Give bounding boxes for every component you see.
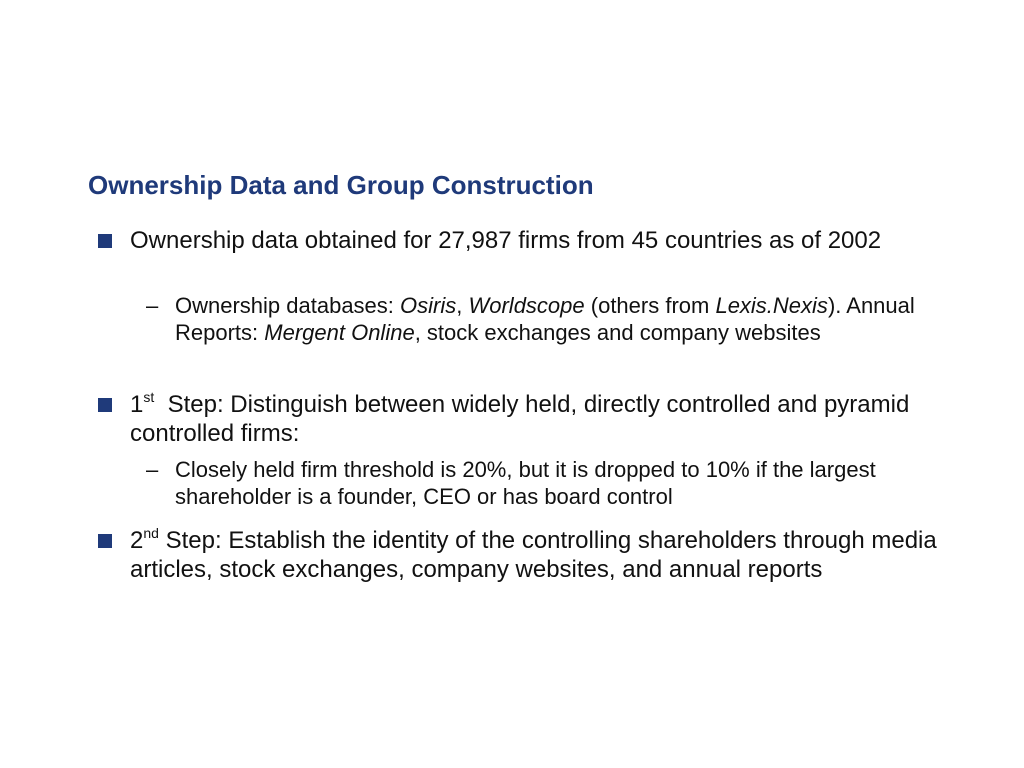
text-segment: Ownership databases: <box>175 293 401 318</box>
step-number: 1 <box>130 391 144 418</box>
sub-bullet-text: Closely held firm threshold is 20%, but it is dropped to 10% if the largest shareholder is a founder, CEO or has board control <box>175 457 876 509</box>
slide-title: Ownership Data and Group Construction <box>88 170 594 200</box>
text-segment: , stock exchanges and company websites <box>414 320 821 345</box>
source-worldscope: Worldscope <box>468 293 585 318</box>
ordinal-suffix: st <box>143 389 155 405</box>
sub-bullet-databases <box>146 292 936 346</box>
text-segment: (others from <box>584 293 716 318</box>
sub-bullet-threshold <box>146 456 936 510</box>
sub-bullet-text <box>175 292 936 346</box>
text-segment: , <box>456 293 469 318</box>
text-segment: ). Annual Reports: <box>175 293 915 345</box>
source-mergent: Mergent Online <box>264 320 415 345</box>
step-number: 2 <box>130 527 144 554</box>
text-segment: Step: Establish the identity of the controlling shareholders through media articles, stock exchanges, company websites, and annual reports <box>130 527 944 583</box>
bullet-text <box>130 526 948 584</box>
ordinal-suffix: nd <box>143 525 159 541</box>
source-osiris: Osiris <box>400 293 457 318</box>
square-bullet-icon <box>98 234 112 248</box>
text-segment: Step: Distinguish between widely held, directly controlled and pyramid controlled firms: <box>130 391 916 447</box>
bullet-text: Ownership data obtained for 27,987 firms from 45 countries as of 2002 <box>130 227 882 254</box>
source-lexisnexis: Lexis.Nexis <box>715 293 828 318</box>
dash-bullet-icon: – <box>146 457 159 482</box>
square-bullet-icon <box>98 398 112 412</box>
bullet-first-step <box>98 390 948 448</box>
square-bullet-icon <box>98 534 112 548</box>
bullet-text <box>130 390 948 448</box>
bullet-ownership-data <box>98 226 948 255</box>
dash-bullet-icon: – <box>146 293 159 318</box>
bullet-second-step <box>98 526 948 584</box>
